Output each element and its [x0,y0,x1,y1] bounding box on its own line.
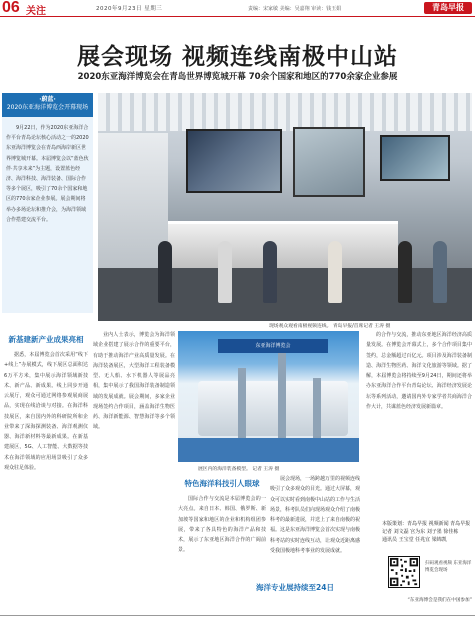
sidebar-tag: ·蔚蓝· [39,96,56,103]
visitor-figure [263,241,277,303]
visitor-figure [433,241,447,303]
article-text: 业内人士表示，博览会为海洋领域企业搭建了展示合作的重要平台，有助于推动海洋产业高质量发展。在海洋装备展区，大型海洋工程装备模型、无人船、水下机器人等展品亮相，集中展示了我国海洋装备制造领域的发展成就。展会期间，多家企业现场签约合作项目，涵盖海洋生物医药、海洋新能源、智慧海洋等多个领域。 [93,332,175,431]
article-text: 国际合作与交流是本届博览会的一大亮点。来自日本、韩国、俄罗斯、新加坡等国家和地区的企业和机构组团参展，带来了各具特色的海洋产品和技术，展示了东亚地区海洋合作的广阔前景。 [178,496,266,554]
video-screen [186,129,282,193]
section-heading: 特色海洋科技引人眼球 [184,479,260,488]
sidebar-title: 2020东亚海洋博览会开幕现场 [6,104,89,111]
credits-line: 通讯员 王宝堂 任兆宜 梁锦凯 [382,537,447,543]
photo-caption: 展区内的海洋装备模型。 记者 王涛 摄 [198,467,280,472]
display-screen-right [380,135,450,181]
editor-credits: 责编：宋家敏 美编：吴嘉翔 审读：钱玉娟 [248,6,342,12]
qr-caption: 扫码观看视频 东亚海洋博览会现场 [425,561,472,573]
model-base [178,438,359,462]
exhibit-sign: 东亚海洋博览会 [218,339,328,353]
model-tower [278,353,286,438]
sidebar-banner [2,93,93,117]
model-tower [238,368,246,438]
visitor-figure [398,241,412,303]
photo-floor [98,268,472,321]
main-photo [98,93,472,321]
exhibit-desk [168,221,398,273]
model-tower [313,378,321,438]
credits-line: 记者 刘文磊 宫为东 刘子墨 徐佳栋 [382,529,459,535]
article-text: 的合作与交流，推动东亚地区海洋经济高质量发展。在博览会开幕式上，多个合作项目集中签约，总金额超过百亿元。项目涉及海洋装备制造、海洋生物医药、海洋文化旅游等领域。据了解，本届博览会将持续至9月24日，期间还将举办东亚海洋合作平台青岛论坛、海洋经济发展论坛等系列活动，邀请国内外专家学者共商海洋合作大计，共谋蓝色经济发展新篇章。 [366,332,472,410]
sidebar-text: 9月22日，作为2020东亚海洋合作平台青岛论坛核心活动之一的2020东亚海洋博览会在青岛西海岸新区世界博览城开幕。本届博览会以“蓝色伙伴·共享未来”为主题，设置蓝色经济、海洋科技、海洋装备、国际合作等多个展区，吸引了70余个国家和地区的770余家企业参展。展会期间将举办多场论坛和推介会，为海洋领域合作搭建交流平台。 [6,125,89,223]
newspaper-logo: 青岛早报 [424,2,472,14]
section-heading: 海洋专业展持续至24日 [256,583,334,592]
article-column-5 [366,330,472,516]
article-column-2 [93,330,175,612]
issue-date: 2020年9月23日 星期三 [96,6,163,12]
visitor-figure [158,241,172,303]
credits-line: 本版策划：青岛早报 视频新闻 青岛早报 [382,521,471,527]
article-column-1 [4,330,88,612]
page-header [0,0,475,17]
qr-code-icon[interactable] [388,556,420,588]
article-text: 展会现场，一场跨越万里的视频连线吸引了众多观众的目光。通过大屏幕，观众可以实时看到南极中山站的工作与生活场景，科考队员们向现场观众介绍了南极科考的最新进展，并送上了来自南极的祝福。这是东亚海洋博览会首次实现与南极科考站的实时连线互动，让观众近距离感受我国极地科考事业的发展成就。 [270,476,360,554]
footer-note: “东亚海博会是我们在中国参加” [407,598,472,603]
photo-caption: 现场观众观看南极视频连线。 青岛早报/首席记者 王涛 摄 [269,324,391,329]
secondary-photo [178,331,359,462]
credits-box [382,520,472,544]
equipment-model [198,381,348,436]
article-text: 据悉，本届博览会首次采用“线下+线上”办展模式，线下展区总面积达6万平方米，集中展示海洋领域新技术、新产品、新成果。线上同步开通云展厅，观众可通过网络参观展商展品，实现在线洽谈与对接。在海洋科技展区，来自国内外的科研院所和企业带来了深海探测装备、海洋观测仪器、海洋新材料等最新成果。在新基建展区，5G、人工智能、大数据等技术在海洋领域的应用场景吸引了众多观众驻足体验。 [4,352,88,471]
display-screen [293,127,365,197]
page-number: 06 [2,0,20,16]
photo-ceiling [98,93,472,131]
headline: 展会现场 视频连线南极中山站 [76,44,398,70]
article-column-4 [270,474,360,574]
sidebar-box [2,93,93,313]
subheadline: 2020东亚海洋博览会在青岛世界博览城开幕 70余个国家和地区的770余家企业参展 [77,72,398,82]
visitor-figure [218,241,232,303]
bottom-rule [0,615,475,616]
section-label: 关注 [26,6,46,17]
visitor-figure [328,241,342,303]
section-heading: 新基建新产业成果亮相 [8,335,84,344]
